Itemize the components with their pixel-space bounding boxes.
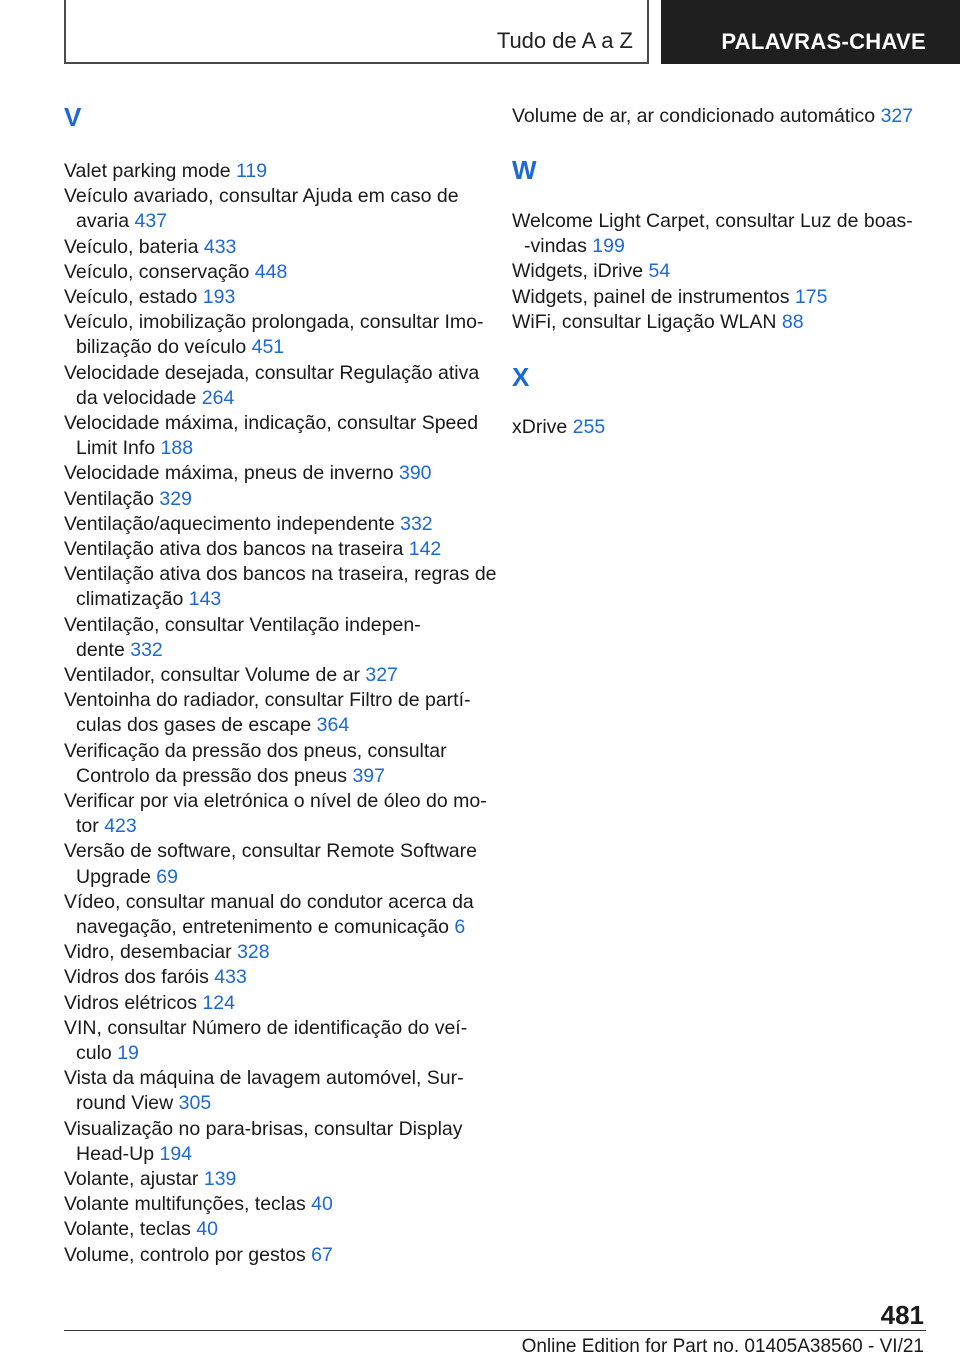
index-entry [64,1167,236,1192]
index-entry-text: Volante, ajustar [64,1168,204,1190]
index-entry-text-cont: navegação, entretenimento e comunicação [76,916,455,938]
index-entry [64,613,421,663]
index-entry-text-cont: Head-Up [76,1142,160,1165]
index-entry-text: Veículo, estado [64,286,203,308]
index-entry-text-cont: culas dos gases de escape [76,714,317,737]
index-entry-text: xDrive [512,416,573,438]
index-entry-text-cont: dente [76,638,131,661]
index-entry-text: Veículo, conservação [64,260,255,283]
index-entry [64,184,459,234]
index-entry-text: Vídeo, consultar manual do condutor acerca da [64,890,474,913]
page-reference-link[interactable]: 327 [365,664,398,686]
index-entry-text: Ventilação ativa dos bancos na traseira, regras de [64,563,497,586]
index-entry [64,537,441,562]
index-entry [512,285,827,310]
index-entry [64,991,235,1016]
index-entry-text: Widgets, iDrive [512,260,649,283]
index-entry [512,415,605,440]
index-entry-text-cont: Upgrade [76,865,157,888]
page-reference-link[interactable]: 451 [251,336,285,359]
page-reference-link[interactable]: 264 [201,386,235,409]
page-reference-link[interactable]: 69 [156,865,178,888]
index-entry [64,839,477,889]
page-reference-link[interactable]: 448 [254,260,288,283]
page-reference-link[interactable]: 193 [202,286,236,308]
page-reference-link[interactable]: 143 [188,588,222,611]
chapter-title: PALAVRAS-CHAVE [721,29,926,54]
page-reference-link[interactable]: 142 [408,538,442,560]
index-entry [64,512,433,537]
index-entry-text: Volume, controlo por gestos [64,1243,312,1266]
page-reference-link[interactable]: 437 [134,210,168,233]
index-entry-text: VIN, consultar Número de identificação do veí- [64,1016,468,1039]
page-reference-link[interactable]: 423 [104,815,137,838]
index-entry-text-cont: round View [76,1092,179,1115]
page-reference-link[interactable]: 390 [398,462,432,485]
index-entry [64,487,192,512]
index-entry [512,209,913,259]
header-tab-section [64,0,649,64]
section-letter-x: X [512,362,530,392]
index-entry [64,310,483,360]
index-entry-text: Ventilação ativa dos bancos na traseira [64,538,409,560]
page-reference-link[interactable]: 139 [203,1168,237,1190]
index-entry-text: Verificação da pressão dos pneus, consultar [64,739,447,762]
page-reference-link[interactable]: 433 [203,235,237,258]
page-reference-link[interactable]: 40 [311,1193,333,1216]
index-entry-text: Volante, teclas [64,1218,197,1241]
header-tab-keywords [661,0,960,64]
index-entry-text-cont: Limit Info [76,437,161,460]
page-reference-link[interactable]: 54 [648,260,671,283]
index-entry-text: Vidro, desembaciar [64,941,238,964]
index-entry-text-cont: -vindas [524,235,593,258]
index-entry [512,310,804,335]
index-entry [64,1192,333,1217]
page-reference-link[interactable]: 194 [159,1142,193,1165]
page-reference-link[interactable]: 88 [781,310,804,333]
index-entry [64,285,235,310]
page-reference-link[interactable]: 332 [400,512,433,535]
page-reference-link[interactable]: 175 [794,285,828,308]
page-reference-link[interactable]: 328 [237,941,270,964]
index-entry [64,1066,464,1116]
index-entry-text: Veículo avariado, consultar Ajuda em caso de [64,185,459,208]
index-entry-text-cont: Controlo da pressão dos pneus [76,764,353,787]
index-entry-text: Visualização no para-brisas, consultar Display [64,1117,463,1140]
index-entry-text-cont: avaria [76,210,135,233]
index-entry [64,688,471,738]
index-entry [64,739,447,789]
index-entry-text: WiFi, consultar Ligação WLAN [512,310,782,333]
page-reference-link[interactable]: 397 [352,764,385,787]
index-entry [64,562,497,612]
page-reference-link[interactable]: 40 [196,1218,218,1241]
page-reference-link[interactable]: 6 [454,916,466,938]
footer-divider [64,1330,926,1331]
index-entry [64,461,432,486]
index-entry [64,890,474,940]
index-entry-text: Velocidade desejada, consultar Regulação ativa [64,361,480,384]
section-letter-v: V [64,102,82,132]
page-reference-link[interactable]: 119 [236,160,268,182]
index-entry-text: Volume de ar, ar condicionado automático [512,105,881,127]
page-number: 481 [880,1300,924,1330]
index-entry [512,104,913,129]
index-entry [64,411,478,461]
index-entry-text: Veículo, imobilização prolongada, consultar Imo- [64,311,484,334]
index-entry-text: Ventilação/aquecimento independente [64,512,401,535]
page-reference-link[interactable]: 19 [117,1042,139,1064]
index-entry-text: Ventilação, consultar Ventilação indepen- [64,613,421,636]
section-title: Tudo de A a Z [496,28,633,53]
index-entry-text: Ventilação [64,487,160,510]
page-reference-link[interactable]: 67 [311,1243,333,1266]
index-entry [64,159,267,184]
index-entry [64,361,479,411]
index-entry-text-cont: culo [76,1042,118,1064]
index-entry [64,1217,218,1242]
page-reference-link[interactable]: 188 [160,437,194,460]
index-entry-text-cont: tor [76,815,105,838]
index-entry-text: Vidros dos faróis [64,966,215,989]
index-entry-text: Widgets, painel de instrumentos [512,285,795,308]
footer-edition: Online Edition for Part no. 01405A38560 - VI/21 [521,1336,924,1357]
index-entry-text-cont: da velocidade [76,386,202,409]
page-reference-link[interactable]: 327 [880,105,914,127]
index-entry-text: Veículo, bateria [64,235,204,258]
index-entry [512,259,670,284]
page-reference-link[interactable]: 332 [130,638,163,661]
index-entry-text: Velocidade máxima, pneus de inverno [64,462,399,485]
page-reference-link[interactable]: 124 [202,991,235,1014]
index-entry-text: Velocidade máxima, indicação, consultar Speed [64,412,479,434]
page-reference-link[interactable]: 255 [572,416,606,438]
index-entry-text: Volante multifunções, teclas [64,1193,312,1216]
index-entry-text-cont: climatização [76,588,189,611]
index-entry [64,1016,467,1066]
index-entry-text: Vidros elétricos [64,991,203,1014]
index-entry-text-cont: bilização do veículo [76,336,252,359]
index-entry [64,260,287,285]
index-entry [64,965,247,990]
page-reference-link[interactable]: 305 [178,1092,212,1115]
index-entry [64,235,236,260]
index-entry-text: Ventoinha do radiador, consultar Filtro de partí- [64,689,471,712]
page-reference-link[interactable]: 199 [592,235,625,258]
page-reference-link[interactable]: 433 [214,966,247,989]
index-entry [64,940,270,965]
index-entry-text: Versão de software, consultar Remote Software [64,840,477,863]
index-entry-text: Verificar por via eletrónica o nível de óleo do mo- [64,790,487,812]
index-entry [64,1117,463,1167]
index-entry-text: Ventilador, consultar Volume de ar [64,664,366,686]
index-entry [64,1243,333,1268]
index-entry-text: Welcome Light Carpet, consultar Luz de boas- [512,210,913,232]
index-entry-text: Vista da máquina de lavagem automóvel, Sur- [64,1067,464,1090]
section-letter-w: W [512,155,537,185]
page-reference-link[interactable]: 364 [316,714,350,737]
index-entry-text: Valet parking mode [64,160,236,182]
page-reference-link[interactable]: 329 [159,487,192,510]
index-entry [64,789,487,839]
index-entry [64,663,398,688]
